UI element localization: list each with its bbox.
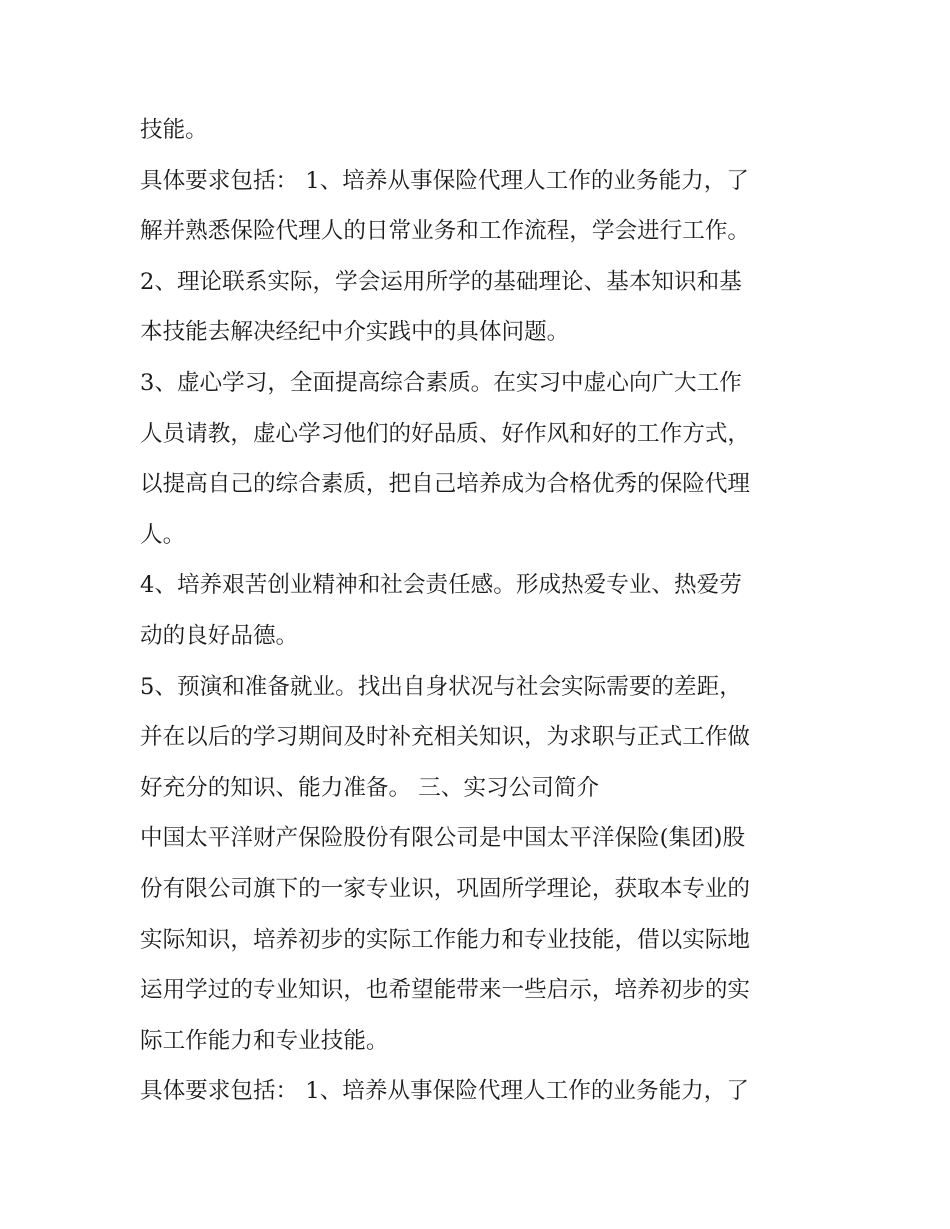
text-line: 解并熟悉保险代理人的日常业务和工作流程，学会进行工作。 (140, 218, 751, 245)
document-body (140, 105, 830, 1117)
text-line: 5、预演和准备就业。找出自身状况与社会实际需要的差距， (140, 673, 742, 700)
text-line: 并在以后的学习期间及时补充相关知识，为求职与正式工作做 (140, 724, 751, 751)
text-line: 3、虚心学习，全面提高综合素质。在实习中虚心向广大工作 (140, 369, 742, 396)
text-line: 好充分的知识、能力准备。 三、实习公司简介 (140, 774, 600, 801)
text-line: 以提高自己的综合素质，把自己培养成为合格优秀的保险代理 (140, 471, 751, 498)
text-line: 人。 (140, 521, 186, 548)
text-line: 份有限公司旗下的一家专业识，巩固所学理论，获取本专业的 (140, 875, 751, 902)
text-line: 运用学过的专业知识，也希望能带来一些启示，培养初步的实 (140, 977, 751, 1004)
text-line: 本技能去解决经纪中介实践中的具体问题。 (140, 319, 570, 346)
text-line: 具体要求包括： 1、培养从事保险代理人工作的业务能力，了 (140, 1078, 749, 1105)
text-line: 实际知识，培养初步的实际工作能力和专业技能，借以实际地 (140, 926, 751, 953)
text-line: 4、培养艰苦创业精神和社会责任感。形成热爱专业、热爱劳 (140, 572, 742, 599)
text-line: 动的良好品德。 (140, 622, 299, 649)
text-line: 中国太平洋财产保险股份有限公司是中国太平洋保险(集团)股 (140, 825, 746, 852)
text-line: 具体要求包括： 1、培养从事保险代理人工作的业务能力，了 (140, 167, 749, 194)
text-line: 技能。 (140, 117, 208, 143)
text-line: 2、理论联系实际，学会运用所学的基础理论、基本知识和基 (140, 268, 742, 295)
text-line: 际工作能力和专业技能。 (140, 1027, 389, 1054)
text-line: 人员请教，虚心学习他们的好品质、好作风和好的工作方式， (140, 420, 751, 447)
